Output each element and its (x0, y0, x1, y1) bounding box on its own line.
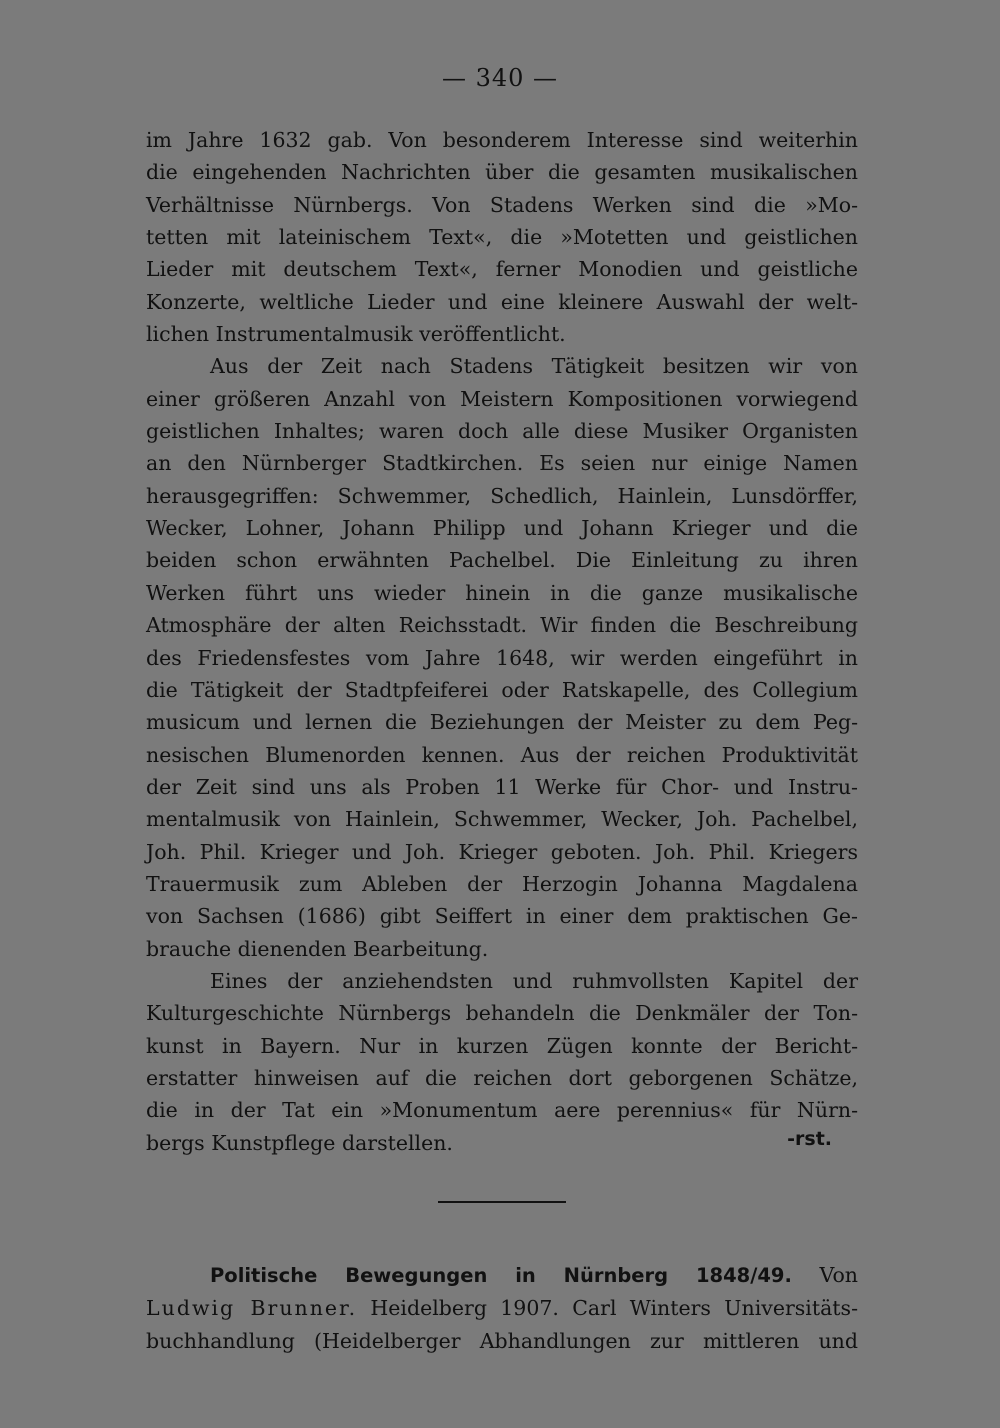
paragraph-2-line: beiden schon erwähnten Pachelbel. Die Einleitung zu ihren (146, 548, 858, 573)
paragraph-1-line: tetten mit lateinischem Text«, die »Motetten und geistlichen (146, 225, 858, 250)
review-line-2 (146, 1292, 858, 1325)
paragraph-1-line: Konzerte, weltliche Lieder und eine kleinere Auswahl der welt- (146, 289, 858, 314)
paragraph-2-line: nesischen Blumenorden kennen. Aus der reichen Produktivität (146, 742, 858, 767)
paragraph-3-line: Kulturgeschichte Nürnbergs behandeln die Denkmäler der Ton- (146, 1001, 858, 1026)
review-title-after: Von (819, 1263, 858, 1287)
paragraph-2-line: die Tätigkeit der Stadtpfeiferei oder Ratskapelle, des Collegium (146, 677, 858, 702)
review-line-2-rest: Heidelberg 1907. Carl Winters Universitäts- (370, 1296, 858, 1320)
review-author: Ludwig Brunner. (146, 1296, 358, 1320)
page-number: — 340 — (441, 64, 559, 92)
paragraph-2-line: mentalmusik von Hainlein, Schwemmer, Wecker, Joh. Pachelbel, (146, 807, 858, 832)
paragraph-2-line: Trauermusik zum Ableben der Herzogin Johanna Magdalena (146, 871, 858, 896)
paragraph-3-line: kunst in Bayern. Nur in kurzen Zügen konnte der Bericht- (146, 1033, 858, 1058)
paragraph-2-line: musicum und lernen die Beziehungen der Meister zu dem Peg- (146, 710, 858, 735)
paragraph-1-line: Lieder mit deutschem Text«, ferner Monodien und geistliche (146, 257, 858, 282)
paragraph-3-line (146, 1127, 858, 1159)
paragraph-3-line: erstatter hinweisen auf die reichen dort geborgenen Schätze, (146, 1065, 858, 1090)
paragraph-2-line: an den Nürnberger Stadtkirchen. Es seien nur einige Namen (146, 451, 858, 476)
paragraph-1-line: die eingehenden Nachrichten über die gesamten musikalischen (146, 160, 858, 185)
article-body (146, 124, 858, 1159)
author-signoff: -rst. (787, 1127, 832, 1150)
paragraph-2-line: Wecker, Lohner, Johann Philipp und Johann Krieger und die (146, 516, 858, 541)
book-review (146, 1259, 858, 1358)
review-line-1 (146, 1259, 858, 1292)
paragraph-2-line: brauche dienenden Bearbeitung. (146, 936, 489, 961)
paragraph-2-line: der Zeit sind uns als Proben 11 Werke für Chor- und Instru- (146, 774, 858, 799)
paragraph-1-line: Verhältnisse Nürnbergs. Von Stadens Werken sind die »Mo- (146, 192, 858, 217)
section-separator (438, 1201, 566, 1203)
paragraph-2-line: Joh. Phil. Krieger und Joh. Krieger geboten. Joh. Phil. Kriegers (146, 839, 858, 864)
paragraph-2-line: geistlichen Inhaltes; waren doch alle diese Musiker Organisten (146, 419, 858, 444)
paragraph-3-line-text: bergs Kunstpflege darstellen. (146, 1130, 453, 1155)
paragraph-2-line: Aus der Zeit nach Stadens Tätigkeit besitzen wir von (210, 354, 858, 379)
paragraph-2-line: des Friedensfestes vom Jahre 1648, wir werden eingeführt in (146, 645, 858, 670)
paragraph-2-line: Atmosphäre der alten Reichsstadt. Wir finden die Beschreibung (146, 613, 858, 638)
paragraph-2-line: herausgegriffen: Schwemmer, Schedlich, Hainlein, Lunsdörffer, (146, 483, 858, 508)
paragraph-1-line: lichen Instrumentalmusik veröffentlicht. (146, 322, 566, 347)
review-line-3: buchhandlung (Heidelberger Abhandlungen zur mittleren und (146, 1329, 858, 1353)
paragraph-2-line: von Sachsen (1686) gibt Seiffert in einer dem praktischen Ge- (146, 904, 858, 929)
paragraph-3-line: Eines der anziehendsten und ruhmvollsten Kapitel der (210, 968, 858, 993)
review-title: Politische Bewegungen in Nürnberg 1848/49. (210, 1264, 792, 1287)
paragraph-2-line: einer größeren Anzahl von Meistern Kompositionen vorwiegend (146, 386, 858, 411)
paragraph-1-line: im Jahre 1632 gab. Von besonderem Interesse sind weiterhin (146, 128, 858, 152)
paragraph-3-line: die in der Tat ein »Monumentum aere perennius« für Nürn- (146, 1098, 858, 1123)
paragraph-2-line: Werken führt uns wieder hinein in die ganze musikalische (146, 580, 858, 605)
